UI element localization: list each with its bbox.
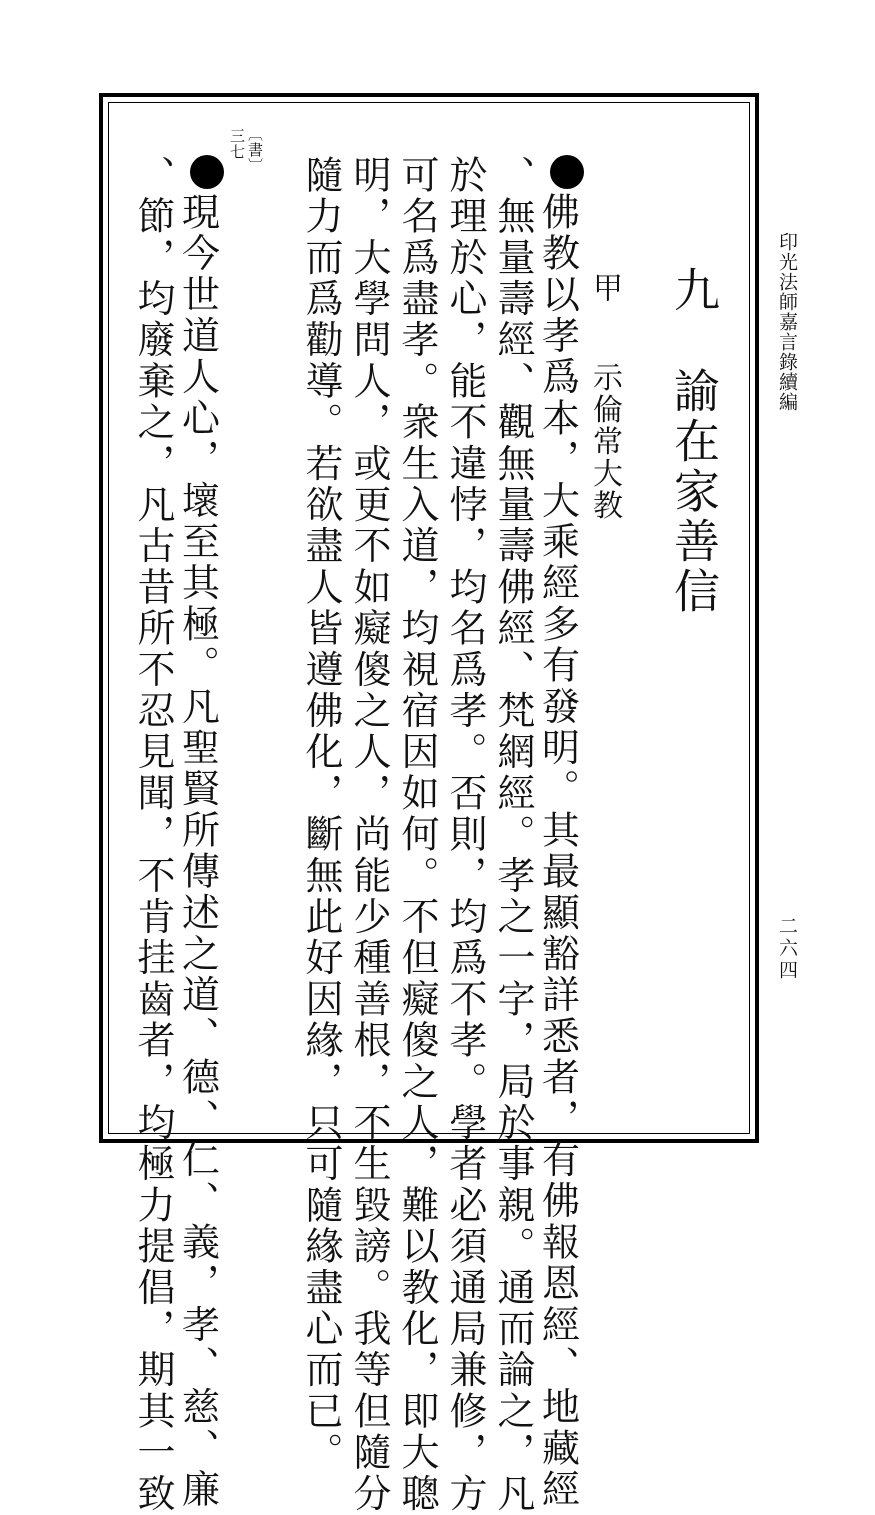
text-column	[535, 155, 584, 1511]
text-line: 現今世道人心，壞至其極。凡聖賢所傳述之道、德、仁、義，孝、慈、廉	[175, 192, 220, 1511]
text-column: 於理於心，能不違悖，均名爲孝。否則，均爲不孝。學者必須通局兼修，方	[443, 155, 487, 1515]
chapter-title: 諭在家善信	[667, 366, 721, 617]
text-column: 可名爲盡孝。衆生入道，均視宿因如何。不但癡傻之人，難以教化，即大聰	[395, 155, 439, 1515]
text-column: 、無量壽經、觀無量壽佛經、梵網經。孝之一字，局於事親。通而論之，凡	[491, 155, 535, 1515]
source-note-number: 三七	[228, 128, 246, 160]
subsection-heading	[586, 272, 622, 522]
bullet-icon	[550, 155, 584, 189]
text-column: 明，大學問人，或更不如癡傻之人，尚能少種善根，不生毀謗。我等但隨分	[347, 155, 391, 1515]
text-line: 佛教以孝爲本，大乘經多有發明。其最顯豁詳悉者，有佛報恩經、地藏經	[535, 192, 580, 1511]
source-note	[224, 126, 266, 186]
text-column: 、節，均廢棄之，凡古昔所不忍見聞，不肯挂齒者，均極力提倡，期其一致	[131, 155, 175, 1515]
subsection-title: 示倫常大教	[587, 361, 622, 522]
source-note-bracket: 〔書〕	[246, 126, 264, 174]
running-book-title: 印光法師嘉言錄續編	[776, 232, 798, 412]
chapter-heading	[668, 266, 720, 617]
page-number: 二六四	[776, 916, 798, 982]
text-column: 隨力而爲勸導。若欲盡人皆遵佛化，斷無此好因緣，只可隨緣盡心而已。	[299, 155, 343, 1474]
subsection-label: 甲	[587, 272, 622, 304]
text-column	[175, 155, 224, 1511]
chapter-number: 九	[667, 266, 721, 312]
bullet-icon	[190, 155, 224, 189]
